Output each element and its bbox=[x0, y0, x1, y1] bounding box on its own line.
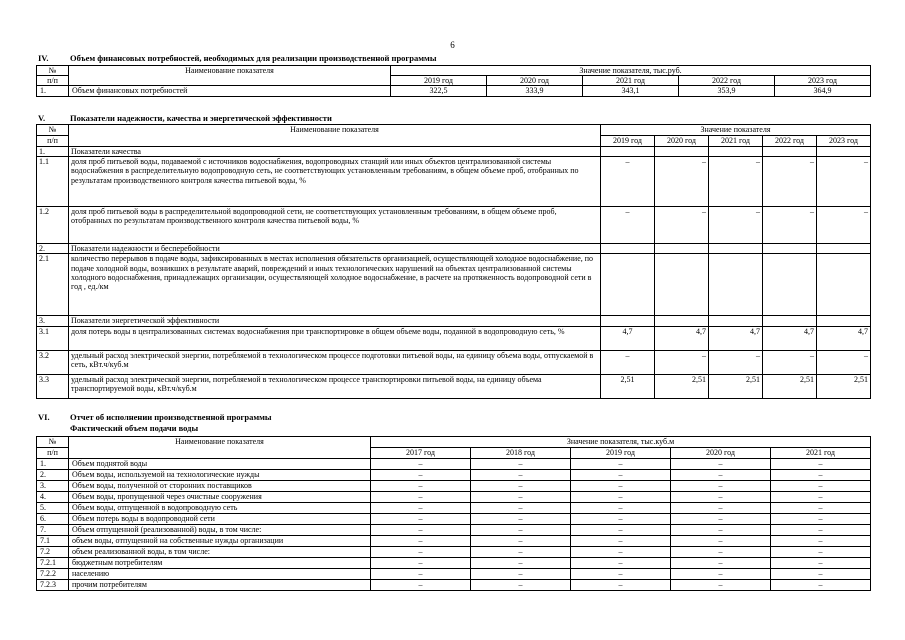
row-value: – bbox=[571, 525, 671, 536]
row-value: – bbox=[571, 503, 671, 514]
header-value: Значение показателя bbox=[601, 125, 871, 136]
row-value bbox=[655, 147, 709, 157]
header-pp: п/п bbox=[37, 136, 69, 147]
row-name: удельный расход электрической энергии, потребляемой в технологическом процессе транспортировки питьевой воды, на единицу объема транспортируемой воды, кВт.ч/куб.м bbox=[69, 374, 601, 398]
row-value bbox=[601, 147, 655, 157]
header-no: № bbox=[37, 437, 69, 448]
row-value: 2,51 bbox=[601, 374, 655, 398]
row-number: 7.2.3 bbox=[37, 580, 69, 591]
row-value: – bbox=[601, 207, 655, 244]
table-row bbox=[37, 525, 871, 536]
header-value: Значение показателя, тыс.руб. bbox=[391, 66, 871, 76]
row-value: – bbox=[771, 492, 871, 503]
row-value: – bbox=[763, 207, 817, 244]
header-value: Значение показателя, тыс.куб.м bbox=[371, 437, 871, 448]
row-value: – bbox=[763, 350, 817, 374]
row-value bbox=[655, 316, 709, 326]
reliability-quality-table bbox=[36, 124, 871, 399]
row-value: – bbox=[471, 503, 571, 514]
row-name: Объем отпущенной (реализованной) воды, в том числе: bbox=[69, 525, 371, 536]
row-value: – bbox=[655, 207, 709, 244]
row-number: 7.2.1 bbox=[37, 558, 69, 569]
year-header: 2021 год bbox=[771, 448, 871, 459]
row-value: – bbox=[371, 514, 471, 525]
row-value: – bbox=[371, 525, 471, 536]
row-name: Показатели энергетической эффективности bbox=[69, 316, 601, 326]
header-no: № bbox=[37, 125, 69, 136]
row-number: 2. bbox=[37, 244, 69, 254]
row-value: – bbox=[817, 157, 871, 207]
section-6-number: VI. bbox=[38, 412, 50, 422]
table-row bbox=[37, 459, 871, 470]
row-value: – bbox=[471, 525, 571, 536]
section-6-title: Отчет об исполнении производственной программы bbox=[70, 412, 272, 422]
row-value: – bbox=[671, 580, 771, 591]
row-value: – bbox=[601, 350, 655, 374]
section-4-title: Объем финансовых потребностей, необходимых для реализации производственной программы bbox=[70, 53, 437, 63]
row-value: 2,51 bbox=[763, 374, 817, 398]
row-value bbox=[763, 244, 817, 254]
row-value: – bbox=[471, 547, 571, 558]
table-row bbox=[37, 86, 871, 96]
row-value bbox=[763, 254, 817, 316]
row-value: – bbox=[671, 569, 771, 580]
section-6-heading bbox=[38, 413, 272, 423]
row-number: 1.2 bbox=[37, 207, 69, 244]
row-name: удельный расход электрической энергии, потребляемой в технологическом процессе подготовки питьевой воды, на единицу объема воды, отпускаемой в сеть, кВт.ч/куб.м bbox=[69, 350, 601, 374]
row-value: – bbox=[371, 558, 471, 569]
row-number: 4. bbox=[37, 492, 69, 503]
row-value: – bbox=[371, 481, 471, 492]
row-value: – bbox=[471, 492, 571, 503]
table-row bbox=[37, 470, 871, 481]
table-row bbox=[37, 316, 871, 326]
row-value: – bbox=[671, 459, 771, 470]
water-supply-report-table bbox=[36, 436, 871, 591]
row-value: 333,9 bbox=[487, 86, 583, 96]
row-name: Объем поднятой воды bbox=[69, 459, 371, 470]
table-row bbox=[37, 254, 871, 316]
year-header: 2023 год bbox=[775, 76, 871, 86]
row-number: 3. bbox=[37, 316, 69, 326]
table-row bbox=[37, 580, 871, 591]
row-value: – bbox=[371, 492, 471, 503]
row-value bbox=[763, 316, 817, 326]
row-value: – bbox=[471, 580, 571, 591]
row-value: – bbox=[571, 536, 671, 547]
row-value bbox=[601, 244, 655, 254]
row-value bbox=[709, 244, 763, 254]
row-name: доля проб питьевой воды, подаваемой с источников водоснабжения, водопроводных станций или иных объектов централизованной системы водоснабжения в распределительную водопроводную сеть, не соответствующих установленным требованиям, в общем объеме проб, отобранных по результатам производственного контроля качества питьевой воды, % bbox=[69, 157, 601, 207]
row-value: – bbox=[655, 350, 709, 374]
row-value bbox=[601, 316, 655, 326]
row-value: – bbox=[771, 459, 871, 470]
row-name: Объем финансовых потребностей bbox=[69, 86, 391, 96]
row-name: Объем воды, используемой на технологические нужды bbox=[69, 470, 371, 481]
row-name: доля потерь воды в централизованных системах водоснабжения при транспортировке в общем объеме воды, поданной в водопроводную сеть, % bbox=[69, 326, 601, 350]
header-no: № bbox=[37, 66, 69, 76]
row-value: 2,51 bbox=[655, 374, 709, 398]
row-value: – bbox=[771, 580, 871, 591]
table-row bbox=[37, 244, 871, 254]
row-value: – bbox=[771, 569, 871, 580]
row-value: – bbox=[571, 558, 671, 569]
year-header: 2017 год bbox=[371, 448, 471, 459]
row-value: – bbox=[671, 481, 771, 492]
row-value: – bbox=[371, 503, 471, 514]
row-name: количество перерывов в подаче воды, зафиксированных в местах исполнения обязательств организацией, осуществляющей холодное водоснабжение, по подаче холодной воды, возникших в результате аварий, повреждений и иных технологических нарушений на объектах централизованной системы холодного водоснабжения, принадлежащих организации, осуществляющей холодное водоснабжение, в расчете на протяженность водопроводной сети в год , ед./км bbox=[69, 254, 601, 316]
row-value: – bbox=[671, 503, 771, 514]
row-value: – bbox=[471, 558, 571, 569]
section-5-title: Показатели надежности, качества и энергетической эффективности bbox=[70, 113, 332, 123]
row-value bbox=[709, 147, 763, 157]
table-row bbox=[37, 503, 871, 514]
row-value: – bbox=[671, 558, 771, 569]
table-row bbox=[37, 514, 871, 525]
year-header: 2019 год bbox=[391, 76, 487, 86]
row-number: 2. bbox=[37, 470, 69, 481]
year-header: 2023 год bbox=[817, 136, 871, 147]
row-value: – bbox=[655, 157, 709, 207]
page-number: 6 bbox=[450, 40, 455, 50]
row-value: – bbox=[601, 157, 655, 207]
row-value: 4,7 bbox=[817, 326, 871, 350]
row-value: – bbox=[771, 547, 871, 558]
row-name: Объем воды, пропущенной через очистные сооружения bbox=[69, 492, 371, 503]
row-value: – bbox=[771, 536, 871, 547]
row-value: – bbox=[817, 350, 871, 374]
section-6-subtitle: Фактический объем подачи воды bbox=[70, 423, 199, 433]
row-number: 3. bbox=[37, 481, 69, 492]
row-name: прочим потребителям bbox=[69, 580, 371, 591]
header-name: Наименование показателя bbox=[69, 125, 601, 147]
row-value: – bbox=[771, 470, 871, 481]
row-value: – bbox=[571, 547, 671, 558]
row-number: 2.1 bbox=[37, 254, 69, 316]
row-value: – bbox=[371, 580, 471, 591]
row-value: – bbox=[671, 525, 771, 536]
row-value: – bbox=[671, 470, 771, 481]
row-value: – bbox=[709, 350, 763, 374]
row-value: – bbox=[571, 492, 671, 503]
row-value: – bbox=[571, 580, 671, 591]
row-value bbox=[709, 254, 763, 316]
row-number: 7.2 bbox=[37, 547, 69, 558]
row-value: – bbox=[471, 470, 571, 481]
year-header: 2022 год bbox=[679, 76, 775, 86]
row-value bbox=[817, 254, 871, 316]
row-name: населению bbox=[69, 569, 371, 580]
table-row bbox=[37, 326, 871, 350]
year-header: 2019 год bbox=[571, 448, 671, 459]
header-name: Наименование показателя bbox=[69, 66, 391, 86]
row-value: – bbox=[371, 536, 471, 547]
row-value: 2,51 bbox=[709, 374, 763, 398]
year-header: 2020 год bbox=[655, 136, 709, 147]
row-value: 2,51 bbox=[817, 374, 871, 398]
row-name: Объем воды, отпущенной в водопроводную сеть bbox=[69, 503, 371, 514]
row-value bbox=[601, 254, 655, 316]
row-name: доля проб питьевой воды в распределительной водопроводной сети, не соответствующих установленным требованиям, в общем объеме проб, отобранных по результатам производственного контроля качества питьевой воды, % bbox=[69, 207, 601, 244]
row-value: 343,1 bbox=[583, 86, 679, 96]
table-row bbox=[37, 147, 871, 157]
row-value bbox=[655, 254, 709, 316]
row-value: – bbox=[571, 514, 671, 525]
year-header: 2021 год bbox=[709, 136, 763, 147]
row-value: – bbox=[671, 536, 771, 547]
row-value: – bbox=[571, 481, 671, 492]
year-header: 2022 год bbox=[763, 136, 817, 147]
row-value: – bbox=[371, 459, 471, 470]
row-value bbox=[817, 316, 871, 326]
table-row bbox=[37, 207, 871, 244]
row-number: 7.2.2 bbox=[37, 569, 69, 580]
row-value: – bbox=[471, 514, 571, 525]
row-number: 1. bbox=[37, 459, 69, 470]
row-name: бюджетным потребителям bbox=[69, 558, 371, 569]
year-header: 2020 год bbox=[671, 448, 771, 459]
row-number: 5. bbox=[37, 503, 69, 514]
year-header: 2020 год bbox=[487, 76, 583, 86]
row-value bbox=[709, 316, 763, 326]
row-value: 364,9 bbox=[775, 86, 871, 96]
row-number: 1.1 bbox=[37, 157, 69, 207]
year-header: 2021 год bbox=[583, 76, 679, 86]
row-value: 4,7 bbox=[709, 326, 763, 350]
section-4-number: IV. bbox=[38, 53, 49, 63]
row-value: – bbox=[771, 558, 871, 569]
year-header: 2018 год bbox=[471, 448, 571, 459]
row-number: 3.3 bbox=[37, 374, 69, 398]
row-number: 6. bbox=[37, 514, 69, 525]
row-value: 4,7 bbox=[655, 326, 709, 350]
row-number: 7.1 bbox=[37, 536, 69, 547]
row-value: – bbox=[771, 525, 871, 536]
row-number: 7. bbox=[37, 525, 69, 536]
row-value: 322,5 bbox=[391, 86, 487, 96]
table-row bbox=[37, 481, 871, 492]
row-number: 1. bbox=[37, 86, 69, 96]
row-name: Объем воды, полученной от сторонних поставщиков bbox=[69, 481, 371, 492]
table-row bbox=[37, 350, 871, 374]
row-value bbox=[817, 244, 871, 254]
row-value: 353,9 bbox=[679, 86, 775, 96]
row-value: – bbox=[471, 481, 571, 492]
row-value: – bbox=[471, 569, 571, 580]
row-value bbox=[763, 147, 817, 157]
row-number: 3.2 bbox=[37, 350, 69, 374]
row-value: 4,7 bbox=[601, 326, 655, 350]
year-header: 2019 год bbox=[601, 136, 655, 147]
row-value: – bbox=[471, 536, 571, 547]
row-value: – bbox=[771, 503, 871, 514]
table-row bbox=[37, 547, 871, 558]
table-row bbox=[37, 492, 871, 503]
table-row bbox=[37, 569, 871, 580]
row-value: – bbox=[371, 470, 471, 481]
section-4-heading bbox=[38, 54, 436, 64]
row-value: – bbox=[571, 470, 671, 481]
row-value: – bbox=[571, 569, 671, 580]
section-5-heading bbox=[38, 114, 332, 124]
row-value: – bbox=[671, 547, 771, 558]
row-number: 1. bbox=[37, 147, 69, 157]
row-value: – bbox=[771, 514, 871, 525]
table-row bbox=[37, 558, 871, 569]
row-name: объем реализованной воды, в том числе: bbox=[69, 547, 371, 558]
table-row bbox=[37, 536, 871, 547]
row-name: Показатели качества bbox=[69, 147, 601, 157]
row-value: – bbox=[763, 157, 817, 207]
row-value: – bbox=[471, 459, 571, 470]
row-value: – bbox=[571, 459, 671, 470]
row-value bbox=[817, 147, 871, 157]
financial-needs-table bbox=[36, 65, 871, 97]
row-value: – bbox=[817, 207, 871, 244]
row-value: – bbox=[709, 157, 763, 207]
row-number: 3.1 bbox=[37, 326, 69, 350]
row-name: объем воды, отпущенной на собственные нужды организации bbox=[69, 536, 371, 547]
table-row bbox=[37, 374, 871, 398]
row-value: – bbox=[371, 569, 471, 580]
header-name: Наименование показателя bbox=[69, 437, 371, 459]
row-value: – bbox=[371, 547, 471, 558]
row-name: Объем потерь воды в водопроводной сети bbox=[69, 514, 371, 525]
header-pp: п/п bbox=[37, 448, 69, 459]
header-pp: п/п bbox=[37, 76, 69, 86]
section-5-number: V. bbox=[38, 113, 46, 123]
row-value: – bbox=[709, 207, 763, 244]
row-value: – bbox=[671, 514, 771, 525]
row-value: 4,7 bbox=[763, 326, 817, 350]
table-row bbox=[37, 157, 871, 207]
row-value: – bbox=[771, 481, 871, 492]
row-value bbox=[655, 244, 709, 254]
row-value: – bbox=[671, 492, 771, 503]
row-name: Показатели надежности и бесперебойности bbox=[69, 244, 601, 254]
